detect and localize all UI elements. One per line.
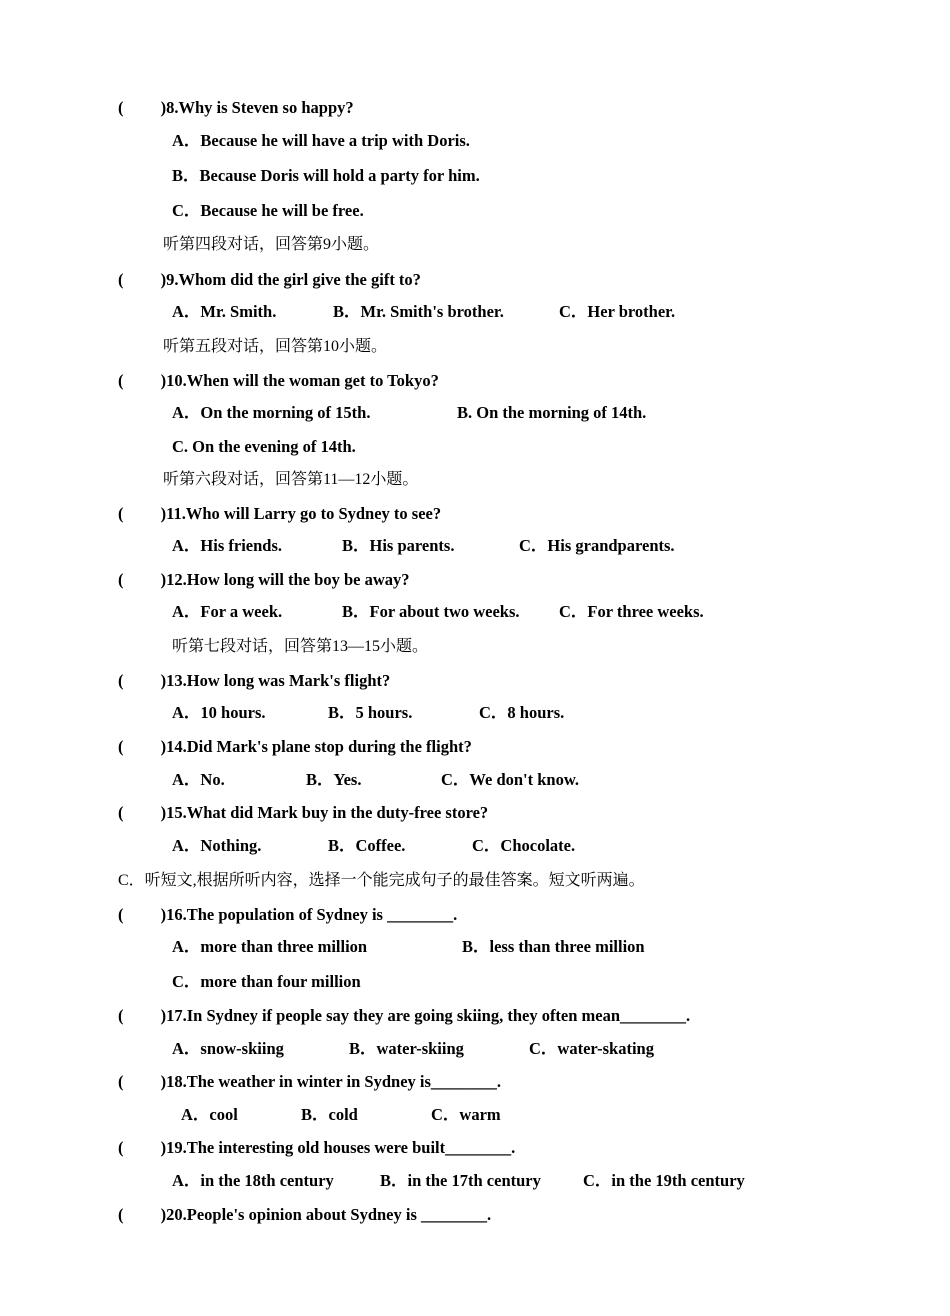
- question-10-option-c: C. On the evening of 14th.: [172, 437, 356, 456]
- question-9-stem: ( )9.Whom did the girl give the gift to?: [118, 270, 421, 289]
- question-13-stem: ( )13.How long was Mark's flight?: [118, 671, 391, 690]
- question-18-option-a: A．cool: [181, 1105, 238, 1124]
- question-13-option-b: B．5 hours.: [328, 703, 413, 722]
- question-17-option-c: C．water-skating: [529, 1039, 654, 1058]
- question-15-option-c: C．Chocolate.: [472, 836, 576, 855]
- question-13-option-c: C．8 hours.: [479, 703, 565, 722]
- question-9-option-a: A．Mr. Smith.: [172, 302, 277, 321]
- question-17-option-b: B．water-skiing: [349, 1039, 464, 1058]
- question-8-option-b: B．Because Doris will hold a party for him.: [172, 166, 480, 185]
- question-15-stem: ( )15.What did Mark buy in the duty-free store?: [118, 803, 489, 822]
- section-4-instruction: 听第四段对话，回答第9小题。: [163, 236, 380, 253]
- question-11-stem: ( )11.Who will Larry go to Sydney to see?: [118, 504, 442, 523]
- question-19-option-a: A．in the 18th century: [172, 1171, 334, 1190]
- question-15-option-a: A．Nothing.: [172, 836, 262, 855]
- question-10-stem: ( )10.When will the woman get to Tokyo?: [118, 371, 439, 390]
- question-16-option-c: C．more than four million: [172, 972, 361, 991]
- question-12-option-c: C．For three weeks.: [559, 602, 704, 621]
- question-8-stem: ( )8.Why is Steven so happy?: [118, 98, 354, 117]
- question-16-option-a: A．more than three million: [172, 937, 368, 956]
- question-8-option-a: A．Because he will have a trip with Doris.: [172, 131, 470, 150]
- question-14-option-c: C．We don't know.: [441, 770, 579, 789]
- question-13-option-a: A．10 hours.: [172, 703, 266, 722]
- question-19-option-b: B．in the 17th century: [380, 1171, 541, 1190]
- question-18-option-b: B．cold: [301, 1105, 358, 1124]
- question-12-stem: ( )12.How long will the boy be away?: [118, 570, 410, 589]
- question-8-option-c: C．Because he will be free.: [172, 201, 364, 220]
- section-7-instruction: 听第七段对话，回答第13—15小题。: [172, 638, 429, 655]
- question-11-option-b: B．His parents.: [342, 536, 455, 555]
- question-14-stem: ( )14.Did Mark's plane stop during the flight?: [118, 737, 472, 756]
- question-10-option-b: B. On the morning of 14th.: [457, 403, 647, 422]
- section-6-instruction: 听第六段对话，回答第11—12小题。: [163, 471, 419, 488]
- question-11-option-c: C．His grandparents.: [519, 536, 675, 555]
- question-18-stem: ( )18.The weather in winter in Sydney is________.: [118, 1072, 502, 1091]
- question-17-stem: ( )17.In Sydney if people say they are going skiing, they often mean________.: [118, 1006, 691, 1025]
- question-9-option-c: C．Her brother.: [559, 302, 676, 321]
- question-14-option-b: B．Yes.: [306, 770, 362, 789]
- question-14-option-a: A．No.: [172, 770, 225, 789]
- question-11-option-a: A．His friends.: [172, 536, 283, 555]
- question-12-option-b: B．For about two weeks.: [342, 602, 520, 621]
- question-15-option-b: B．Coffee.: [328, 836, 406, 855]
- question-19-stem: ( )19.The interesting old houses were built________.: [118, 1138, 516, 1157]
- question-10-option-a: A．On the morning of 15th.: [172, 403, 371, 422]
- question-17-option-a: A．snow-skiing: [172, 1039, 284, 1058]
- question-9-option-b: B．Mr. Smith's brother.: [333, 302, 504, 321]
- question-16-stem: ( )16.The population of Sydney is ________.: [118, 905, 458, 924]
- question-20-stem: ( )20.People's opinion about Sydney is ________.: [118, 1205, 492, 1224]
- section-5-instruction: 听第五段对话，回答第10小题。: [163, 338, 388, 355]
- question-12-option-a: A．For a week.: [172, 602, 283, 621]
- question-18-option-c: C．warm: [431, 1105, 501, 1124]
- question-16-option-b: B．less than three million: [462, 937, 645, 956]
- question-19-option-c: C．in the 19th century: [583, 1171, 745, 1190]
- section-c-instruction: C．听短文,根据所听内容，选择一个能完成句子的最佳答案。短文听两遍。: [118, 872, 645, 889]
